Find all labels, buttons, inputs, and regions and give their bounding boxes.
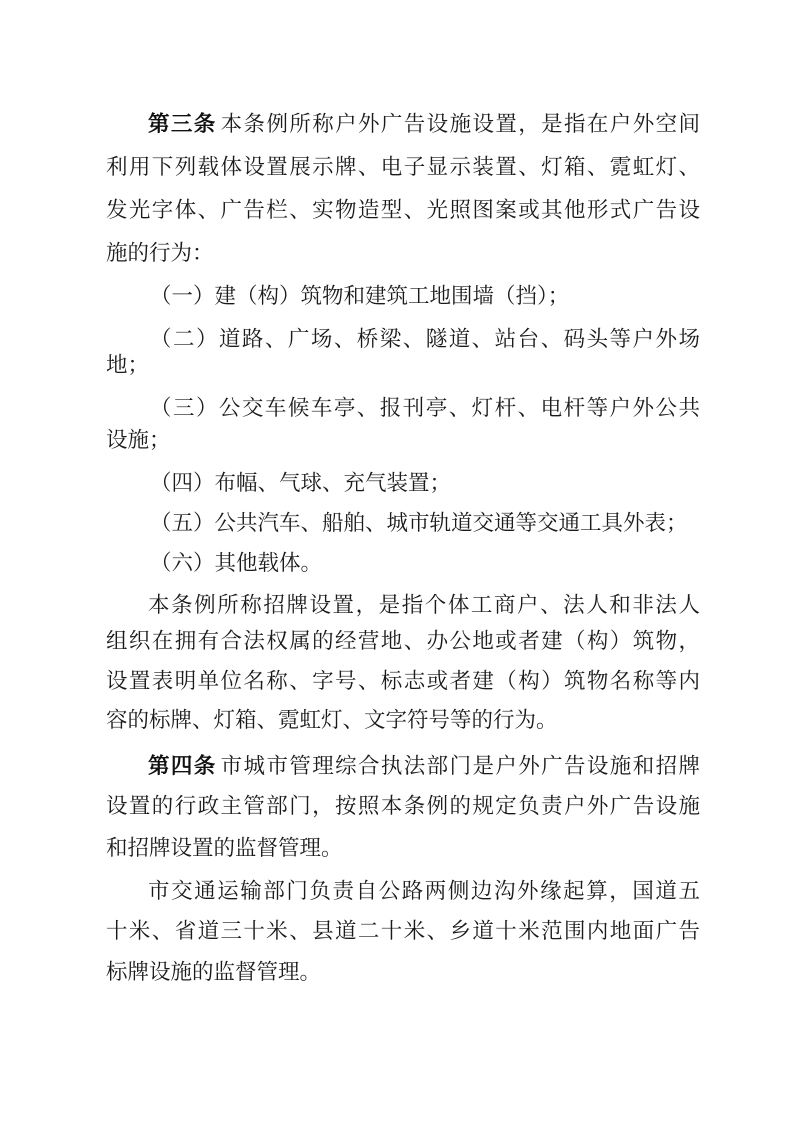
article4-first-line xyxy=(148,752,700,782)
article3-item-5: （五）公共汽车、船舶、城市轨道交通等交通工具外表； xyxy=(150,511,688,536)
article3-item-3-cont: 设施； xyxy=(106,428,171,453)
article3-item-6: （六）其他载体。 xyxy=(150,551,323,576)
article3-para2-line2: 组织在拥有合法权属的经营地、办公地或者建（构）筑物， xyxy=(106,629,700,654)
article3-item-3: （三）公交车候车亭、报刊亭、灯杆、电杆等户外公共 xyxy=(150,396,700,421)
article3-first-line xyxy=(148,110,700,140)
article3-para2-line3: 设置表明单位名称、字号、标志或者建（构）筑物名称等内 xyxy=(106,669,700,694)
article4-line1-text: 市城市管理综合执法部门是户外广告设施和招牌 xyxy=(220,754,700,779)
article3-heading: 第三条 xyxy=(148,112,217,137)
article3-para2-line4: 容的标牌、灯箱、霓虹灯、文字符号等的行为。 xyxy=(106,708,558,733)
article3-para2-line1: 本条例所称招牌设置，是指个体工商户、法人和非法人 xyxy=(148,593,700,618)
article4-line3: 和招牌设置的监督管理。 xyxy=(106,836,343,861)
article3-item-2: （二）道路、广场、桥梁、隧道、站台、码头等户外场 xyxy=(150,327,700,352)
article3-item-1: （一）建（构）筑物和建筑工地围墙（挡）； xyxy=(150,284,570,309)
article4-para2-line3: 标牌设施的监督管理。 xyxy=(106,960,322,985)
article3-line1-text: 本条例所称户外广告设施设置，是指在户外空间 xyxy=(220,112,700,137)
article3-item-4: （四）布幅、气球、充气装置； xyxy=(150,471,452,496)
article3-line4: 施的行为： xyxy=(106,241,214,266)
article4-para2-line2: 十米、省道三十米、县道二十米、乡道十米范围内地面广告 xyxy=(106,919,700,944)
article3-line3: 发光字体、广告栏、实物造型、光照图案或其他形式广告设 xyxy=(106,198,700,223)
article4-heading: 第四条 xyxy=(148,754,217,779)
article3-line2: 利用下列载体设置展示牌、电子显示装置、灯箱、霓虹灯、 xyxy=(106,155,700,180)
article4-line2: 设置的行政主管部门，按照本条例的规定负责户外广告设施 xyxy=(106,794,700,819)
article4-para2-line1: 市交通运输部门负责自公路两侧边沟外缘起算，国道五 xyxy=(148,879,700,904)
article3-item-2-cont: 地； xyxy=(106,353,150,378)
